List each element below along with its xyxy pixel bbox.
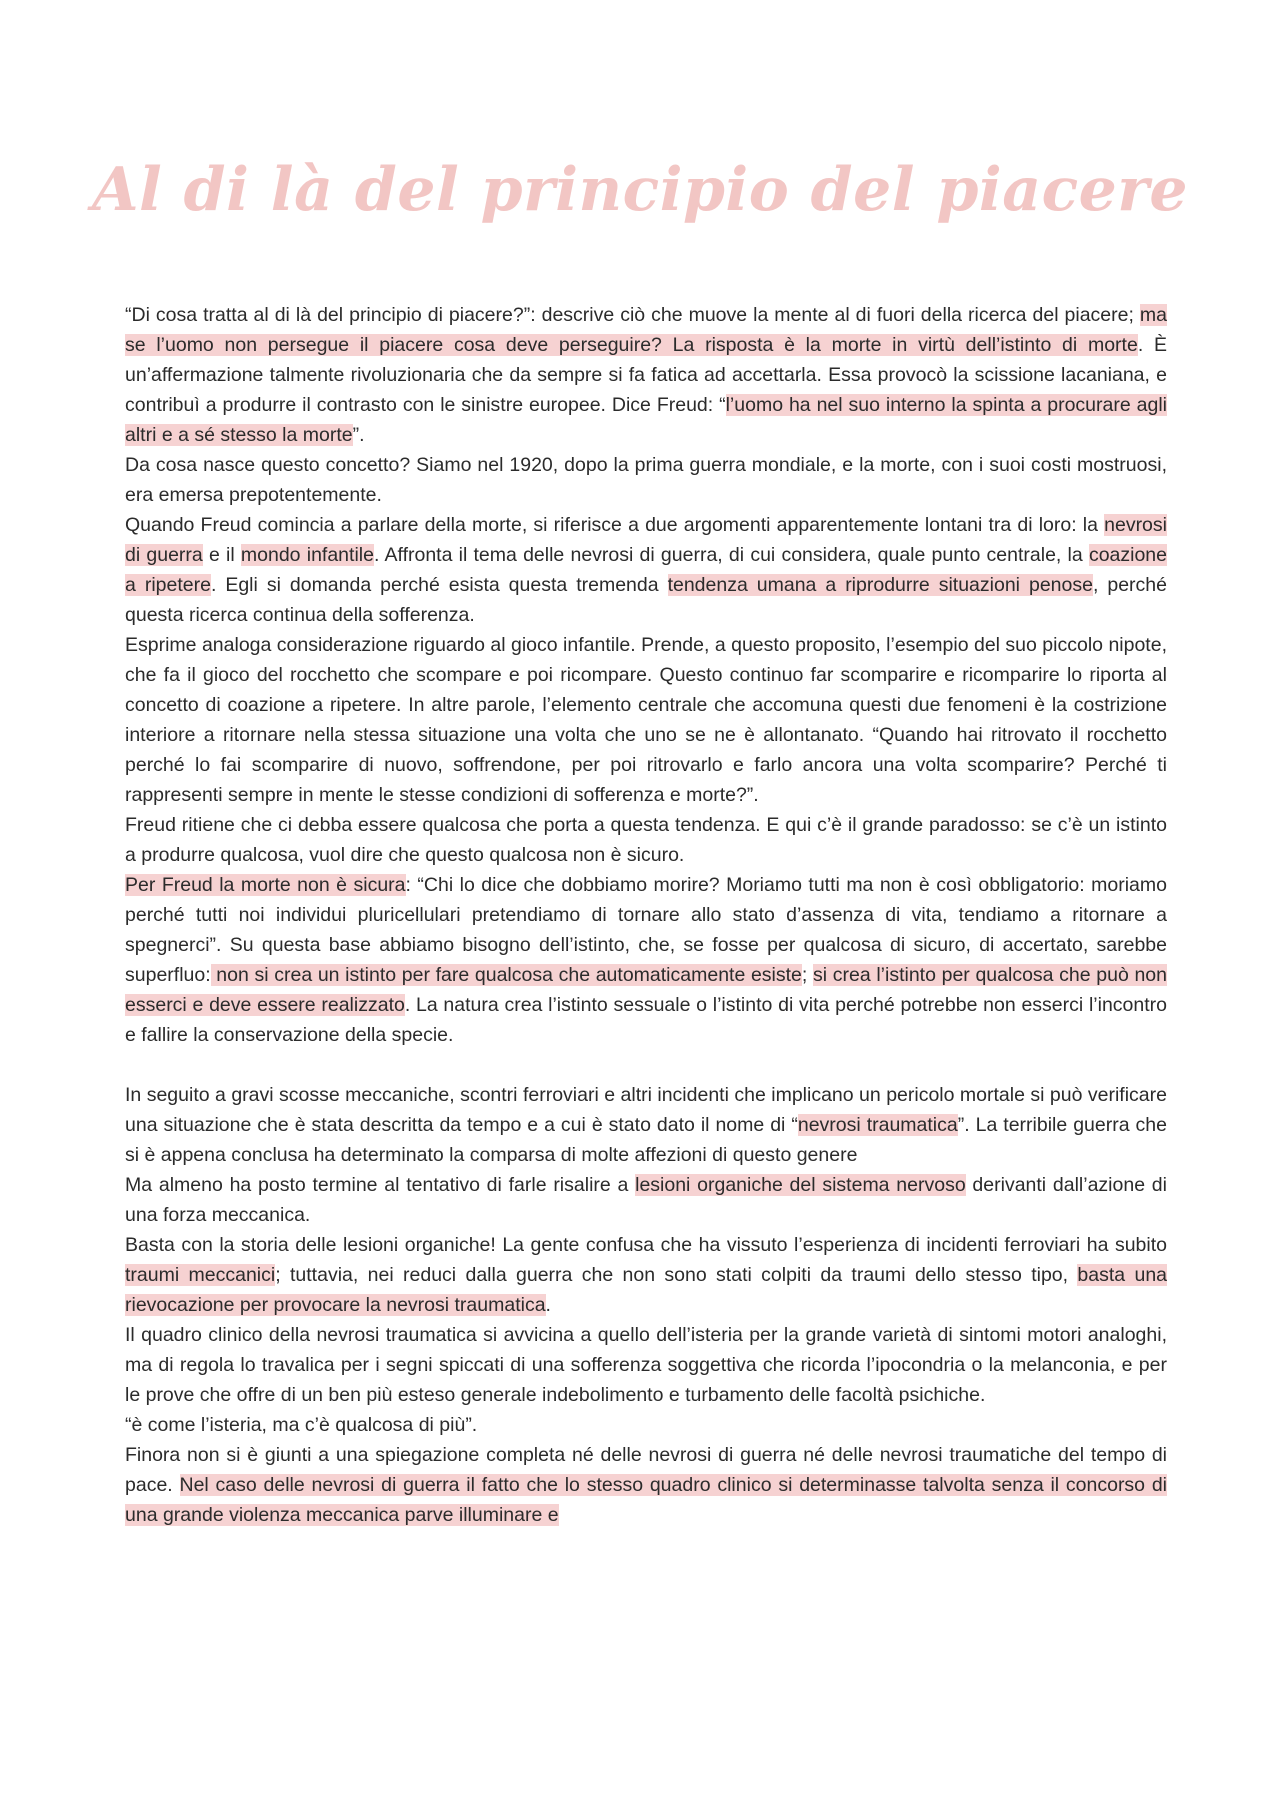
text-segment: , perché questa ricerca continua della sofferenza.: [125, 574, 1167, 626]
highlighted-text: nevrosi di guerra: [125, 514, 1167, 566]
highlighted-text: ma se l’uomo non persegue il piacere cosa deve perseguire? La risposta è la morte in virtù dell’istinto di morte: [125, 304, 1167, 356]
text-segment: “Di cosa tratta al di là del principio di piacere?”: descrive ciò che muove la mente al di fuori della ricerca del piacere;: [125, 304, 1140, 326]
paragraph: [125, 810, 1167, 870]
highlighted-text: tendenza umana a riprodurre situazioni penose: [667, 574, 1093, 596]
highlighted-text: nevrosi traumatica: [797, 1114, 958, 1136]
text-segment: . Affronta il tema delle nevrosi di guerra, di cui considera, quale punto centrale, la: [373, 544, 1089, 566]
paragraph: [125, 510, 1167, 630]
text-segment: Basta con la storia delle lesioni organiche! La gente confusa che ha vissuto l’esperienza di incidenti ferroviari ha subito: [125, 1234, 1167, 1256]
text-segment: In seguito a gravi scosse meccaniche, scontri ferroviari e altri incidenti che implicano un pericolo mortale si può verificare una situazione che è stata descritta da tempo e a cui è stato dato il nome di “: [125, 1084, 1167, 1136]
text-segment: : “Chi lo dice che dobbiamo morire? Moriamo tutti ma non è così obbligatorio: moriamo perché tutti noi individui pluricellulari pretendiamo di tornare allo stato d’assenza di vita, tendiamo a ritornare a spegnerci”. Su questa base abbiamo bisogno dell’istinto, che, se fosse per qualcosa di sicuro, di accertato, sarebbe superfluo:: [125, 874, 1167, 986]
paragraph: [125, 1440, 1167, 1530]
highlighted-text: basta una rievocazione per provocare la nevrosi traumatica: [125, 1264, 1168, 1316]
highlighted-text: l’uomo ha nel suo interno la spinta a procurare agli altri e a sé stesso la morte: [125, 394, 1167, 446]
highlighted-text: non si crea un istinto per fare qualcosa che automaticamente esiste: [210, 964, 802, 986]
highlighted-text: mondo infantile: [240, 544, 374, 566]
text-segment: Quando Freud comincia a parlare della morte, si riferisce a due argomenti apparentemente lontani tra di loro: la: [125, 514, 1105, 536]
paragraph: [125, 1080, 1167, 1170]
paragraph: [125, 1230, 1167, 1320]
text-segment: Esprime analoga considerazione riguardo al gioco infantile. Prende, a questo proposito, l’esempio del suo piccolo nipote, che fa il gioco del rocchetto che scompare e poi ricompare. Questo continuo far scomparire e ricomparire lo riporta al concetto di coazione a ripetere. In altre parole, l’elemento centrale che accomuna questi due fenomeni è la costrizione interiore a ritornare nella stessa situazione una volta che uno se ne è allontanato. “Quando hai ritrovato il rocchetto perché lo fai scomparire di nuovo, soffrendone, per poi ritrovarlo e farlo ancora una volta scomparire? Perché ti rappresenti sempre in mente le stesse condizioni di sofferenza e morte?”.: [125, 634, 1167, 806]
document-body: [125, 300, 1167, 1530]
text-segment: .: [545, 1294, 551, 1316]
text-segment: derivanti dall’azione di una forza meccanica.: [125, 1174, 1167, 1226]
highlighted-text: lesioni organiche del sistema nervoso: [635, 1174, 966, 1196]
paragraph: [125, 1320, 1167, 1410]
text-segment: Finora non si è giunti a una spiegazione completa né delle nevrosi di guerra né delle nevrosi traumatiche del tempo di pace.: [125, 1444, 1167, 1496]
text-segment: “è come l’isteria, ma c’è qualcosa di più”.: [125, 1414, 478, 1436]
paragraph: [125, 630, 1167, 810]
highlighted-text: coazione a ripetere: [125, 544, 1167, 596]
text-segment: ”.: [352, 424, 365, 446]
highlighted-text: traumi meccanici: [125, 1264, 276, 1286]
text-segment: Ma almeno ha posto termine al tentativo di farle risalire a: [125, 1174, 636, 1196]
page-title: Al di là del principio del piacere: [91, 155, 1189, 225]
text-segment: . È un’affermazione talmente rivoluzionaria che da sempre si fa fatica ad accettarla. Essa provocò la scissione lacaniana, e contribuì a produrre il contrasto con le sinistre europee. Dice Freud: “: [125, 334, 1167, 416]
text-segment: . La natura crea l’istinto sessuale o l’istinto di vita perché potrebbe non esserci l’incontro e fallire la conservazione della specie.: [125, 994, 1167, 1046]
highlighted-text: Nel caso delle nevrosi di guerra il fatto che lo stesso quadro clinico si determinasse talvolta senza il concorso di una grande violenza meccanica parve illuminare e: [125, 1474, 1167, 1526]
text-segment: ”. La terribile guerra che si è appena conclusa ha determinato la comparsa di molte affezioni di questo genere: [125, 1114, 1167, 1166]
highlighted-text: si crea l’istinto per qualcosa che può non esserci e deve essere realizzato: [125, 964, 1167, 1016]
text-segment: ; tuttavia, nei reduci dalla guerra che non sono stati colpiti da traumi dello stesso tipo,: [275, 1264, 1078, 1286]
text-segment: e il: [202, 544, 241, 566]
paragraph: [125, 1170, 1167, 1230]
paragraph: [125, 870, 1167, 1050]
paragraph: [125, 450, 1167, 510]
text-segment: . Egli si domanda perché esista questa tremenda: [210, 574, 668, 596]
text-segment: Da cosa nasce questo concetto? Siamo nel 1920, dopo la prima guerra mondiale, e la morte, con i suoi costi mostruosi, era emersa prepotentemente.: [125, 454, 1167, 506]
text-segment: ;: [801, 964, 813, 986]
paragraph: [125, 1410, 1167, 1440]
text-segment: Il quadro clinico della nevrosi traumatica si avvicina a quello dell’isteria per la grande varietà di sintomi motori analoghi, ma di regola lo travalica per i segni spiccati di una sofferenza soggettiva che ricorda l’ipocondria o la melanconia, e per le prove che offre di un ben più esteso generale indebolimento e turbamento delle facoltà psichiche.: [125, 1324, 1167, 1406]
text-segment: Freud ritiene che ci debba essere qualcosa che porta a questa tendenza. E qui c’è il grande paradosso: se c’è un istinto a produrre qualcosa, vuol dire che questo qualcosa non è sicuro.: [125, 814, 1167, 866]
highlighted-text: Per Freud la morte non è sicura: [125, 874, 406, 896]
paragraph: [125, 300, 1167, 450]
paragraph-gap: [125, 1050, 1167, 1080]
